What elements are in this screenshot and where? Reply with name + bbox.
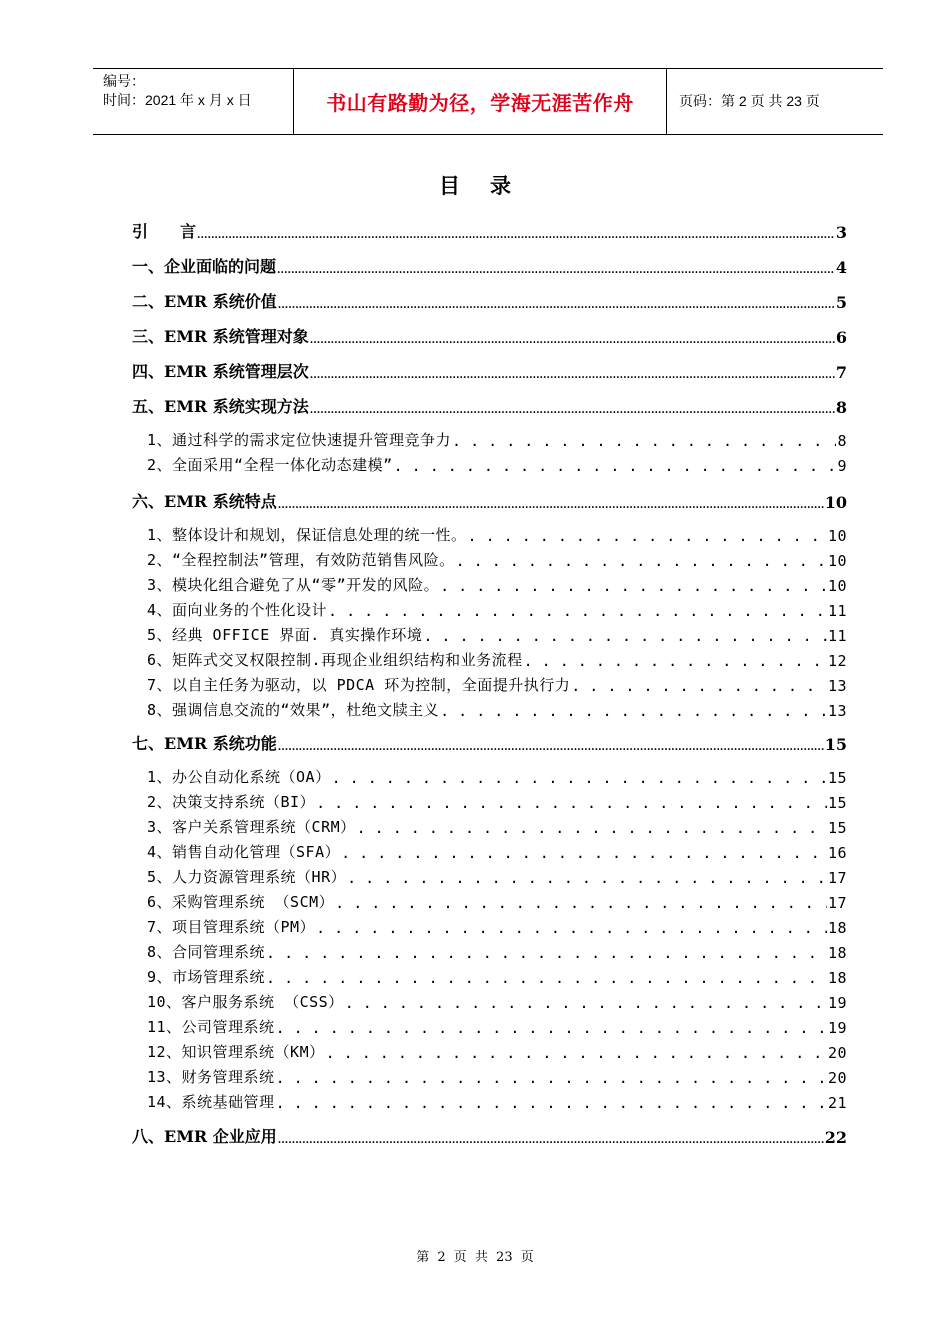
toc-entry-page: 20 — [827, 1044, 847, 1062]
toc-dot-leader — [276, 1069, 827, 1087]
toc-entry[interactable] — [132, 790, 847, 812]
toc-entry-page: 3 — [835, 223, 847, 242]
toc-entry[interactable] — [132, 865, 847, 887]
toc-entry-page: 13 — [827, 702, 847, 720]
toc-dot-leader — [571, 677, 827, 695]
toc-entry[interactable] — [132, 393, 847, 417]
toc-title: 目录 — [439, 174, 541, 198]
toc-entry-label: 7、以自主任务为驱动，以 PDCA 环为控制，全面提升执行力 — [147, 676, 571, 694]
toc-entry-page: 5 — [835, 293, 847, 312]
toc-entry-label: 一、企业面临的问题 — [132, 257, 277, 276]
toc-entry-label: 7、项目管理系统（PM） — [147, 918, 316, 936]
toc-entry[interactable] — [132, 453, 847, 475]
header-motto: 书山有路勤为径，学海无涯苦作舟 — [326, 91, 634, 115]
toc-entry-label: 6、采购管理系统 （SCM） — [147, 893, 335, 911]
toc-dot-leader — [452, 432, 836, 450]
toc-dot-leader — [332, 769, 827, 787]
toc-dot-leader — [456, 552, 827, 570]
toc-entry-page: 15 — [824, 735, 847, 754]
toc-entry-page: 12 — [827, 652, 847, 670]
toc-entry-page: 8 — [837, 432, 847, 450]
toc-entry[interactable] — [132, 288, 847, 312]
toc-entry-label: 四、EMR 系统管理层次 — [132, 362, 309, 381]
header-meta — [93, 69, 294, 134]
toc-entry-label: 3、模块化组合避免了从“零”开发的风险。 — [147, 576, 440, 594]
toc-dot-leader — [423, 627, 827, 645]
toc-entry-label: 1、通过科学的需求定位快速提升管理竞争力 — [147, 431, 452, 449]
toc-entry[interactable] — [132, 488, 847, 512]
toc-dot-leader — [278, 493, 824, 512]
toc-entry-label: 1、整体设计和规划，保证信息处理的统一性。 — [147, 526, 467, 544]
toc-dot-leader — [276, 1019, 827, 1037]
toc-dot-leader — [276, 1094, 827, 1112]
toc-entry-page: 17 — [827, 869, 847, 887]
toc-dot-leader — [328, 602, 827, 620]
document-time: 时间：2021 年 x 月 x 日 — [103, 92, 252, 108]
toc-dot-leader — [310, 363, 835, 382]
toc-entry[interactable] — [132, 890, 847, 912]
toc-entry[interactable] — [132, 1040, 847, 1062]
toc-entry-page: 15 — [827, 819, 847, 837]
toc-entry[interactable] — [132, 1065, 847, 1087]
toc-entry[interactable] — [132, 730, 847, 754]
toc-entry[interactable] — [132, 253, 847, 277]
page-footer: 第 2 页 共 23 页 — [416, 1250, 534, 1265]
toc-entry[interactable] — [132, 623, 847, 645]
toc-entry-label: 14、系统基础管理 — [147, 1093, 275, 1111]
toc-entry-page: 17 — [827, 894, 847, 912]
toc-entry-label: 4、销售自动化管理（SFA） — [147, 843, 341, 861]
toc-dot-leader — [278, 735, 824, 754]
toc-entry[interactable] — [132, 965, 847, 987]
toc-entry-label: 12、知识管理系统（KM） — [147, 1043, 325, 1061]
toc-entry-page: 20 — [827, 1069, 847, 1087]
toc-entry[interactable] — [132, 358, 847, 382]
toc-entry-label: 4、面向业务的个性化设计 — [147, 601, 328, 619]
toc-dot-leader — [278, 293, 835, 312]
toc-entry-label: 五、EMR 系统实现方法 — [132, 397, 309, 416]
toc-entry-page: 7 — [835, 363, 847, 382]
toc-dot-leader — [316, 794, 827, 812]
toc-dot-leader — [524, 652, 827, 670]
toc-entry[interactable] — [132, 1123, 847, 1147]
header-page-info: 页码：第 2 页 共 23 页 — [679, 93, 820, 109]
toc-entry-page: 15 — [827, 794, 847, 812]
toc-entry-page: 19 — [827, 1019, 847, 1037]
document-number-label: 编号： — [103, 73, 145, 89]
toc-entry-page: 8 — [835, 398, 847, 417]
toc-entry-label: 八、EMR 企业应用 — [132, 1127, 277, 1146]
toc-dot-leader — [310, 328, 835, 347]
toc-entry[interactable] — [132, 1015, 847, 1037]
toc-entry-label: 六、EMR 系统特点 — [132, 492, 277, 511]
toc-dot-leader — [310, 398, 835, 417]
toc-dot-leader — [357, 819, 827, 837]
toc-entry-page: 11 — [827, 627, 847, 645]
toc-entry[interactable] — [132, 523, 847, 545]
toc-entry[interactable] — [132, 1090, 847, 1112]
toc-entry[interactable] — [132, 323, 847, 347]
header-page-cell — [667, 69, 883, 134]
toc-entry-page: 9 — [837, 457, 847, 475]
toc-dot-leader — [440, 702, 827, 720]
toc-entry[interactable] — [132, 548, 847, 570]
toc-dot-leader — [468, 527, 827, 545]
toc-dot-leader — [394, 457, 837, 475]
toc-entry-label: 2、全面采用“全程一体化动态建模” — [147, 456, 393, 474]
toc-entry[interactable] — [132, 428, 847, 450]
toc-entry-page: 6 — [835, 328, 847, 347]
toc-entry[interactable] — [132, 990, 847, 1012]
toc-entry-page: 18 — [827, 969, 847, 987]
toc-entry[interactable] — [132, 840, 847, 862]
toc-dot-leader — [316, 919, 827, 937]
toc-entry[interactable] — [132, 573, 847, 595]
toc-entry[interactable] — [132, 218, 847, 242]
toc-dot-leader — [266, 969, 827, 987]
toc-entry-label: 2、“全程控制法”管理，有效防范销售风险。 — [147, 551, 455, 569]
toc-entry[interactable] — [132, 673, 847, 695]
toc-entry-page: 10 — [827, 527, 847, 545]
toc-entry-label: 引 言 — [132, 222, 197, 241]
toc-entry-page: 10 — [827, 577, 847, 595]
toc-entry-page: 11 — [827, 602, 847, 620]
toc-entry-label: 5、经典 OFFICE 界面. 真实操作环境 — [147, 626, 423, 644]
toc-dot-leader — [335, 894, 827, 912]
toc-dot-leader — [345, 994, 827, 1012]
toc-entry-label: 8、合同管理系统 — [147, 943, 266, 961]
toc-entry[interactable] — [132, 940, 847, 962]
toc-dot-leader — [197, 223, 835, 242]
toc-entry-page: 18 — [827, 944, 847, 962]
toc-entry[interactable] — [132, 815, 847, 837]
toc-entry-page: 13 — [827, 677, 847, 695]
toc-entry[interactable] — [132, 648, 847, 670]
toc-entry-label: 11、公司管理系统 — [147, 1018, 275, 1036]
toc-entry-label: 9、市场管理系统 — [147, 968, 266, 986]
toc-dot-leader — [347, 869, 827, 887]
toc-dot-leader — [266, 944, 827, 962]
toc-entry-page: 4 — [835, 258, 847, 277]
toc-entry-label: 二、EMR 系统价值 — [132, 292, 277, 311]
toc-entry-page: 10 — [824, 493, 847, 512]
toc-entry-label: 1、办公自动化系统（OA） — [147, 768, 331, 786]
header-motto-cell — [294, 69, 667, 134]
toc-entry-page: 16 — [827, 844, 847, 862]
toc-entry-page: 21 — [827, 1094, 847, 1112]
toc-entry[interactable] — [132, 915, 847, 937]
toc-entry-label: 七、EMR 系统功能 — [132, 734, 277, 753]
toc-entry-page: 10 — [827, 552, 847, 570]
toc-dot-leader — [277, 258, 835, 277]
toc-entry-label: 三、EMR 系统管理对象 — [132, 327, 309, 346]
toc-entry-label: 10、客户服务系统 （CSS） — [147, 993, 344, 1011]
toc-entry[interactable] — [132, 598, 847, 620]
toc-entry[interactable] — [132, 765, 847, 787]
toc-dot-leader — [326, 1044, 827, 1062]
toc-entry-label: 5、人力资源管理系统（HR） — [147, 868, 347, 886]
toc-entry-page: 19 — [827, 994, 847, 1012]
toc-entry-page: 15 — [827, 769, 847, 787]
toc-entry-page: 18 — [827, 919, 847, 937]
toc-entry-label: 6、矩阵式交叉权限控制.再现企业组织结构和业务流程 — [147, 651, 523, 669]
toc-entry-label: 8、强调信息交流的“效果”，杜绝文牍主义 — [147, 701, 440, 719]
page-header — [93, 68, 883, 135]
toc-entry-label: 3、客户关系管理系统（CRM） — [147, 818, 356, 836]
toc-entry-label: 2、决策支持系统（BI） — [147, 793, 316, 811]
toc-dot-leader — [278, 1128, 824, 1147]
toc-dot-leader — [440, 577, 827, 595]
toc-entry-label: 13、财务管理系统 — [147, 1068, 275, 1086]
toc-dot-leader — [341, 844, 827, 862]
toc-entry-page: 22 — [824, 1128, 847, 1147]
toc-entry[interactable] — [132, 698, 847, 720]
